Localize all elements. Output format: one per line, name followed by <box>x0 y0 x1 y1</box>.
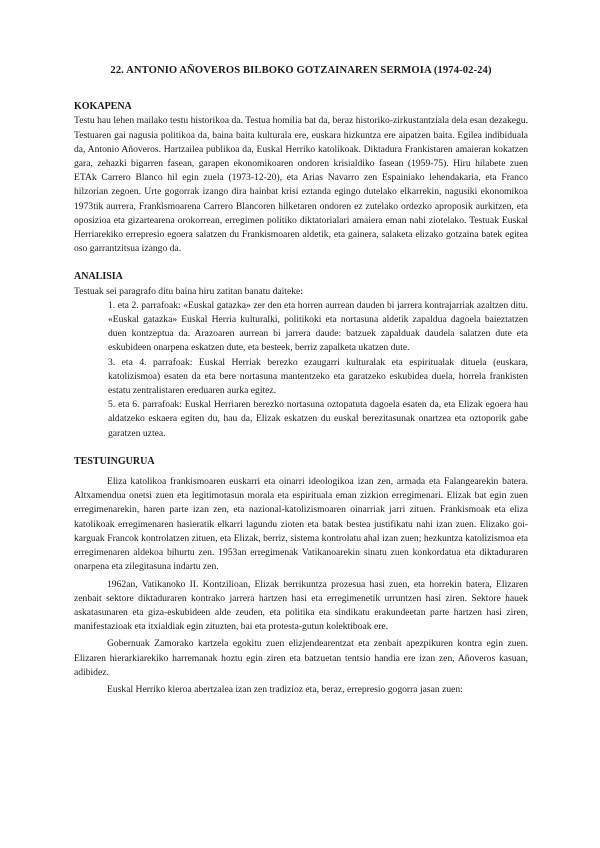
analisia-intro: Testuak sei paragrafo ditu baina hiru zatitan banatu daiteke: <box>74 285 303 297</box>
testuingurua-heading: TESTUINGURUA <box>74 455 155 467</box>
analisia-heading: ANALISIA <box>74 271 123 283</box>
document-title: 22. ANTONIO AÑOVEROS BILBOKO GOTZAINAREN SERMOIA (1974-02-24) <box>110 65 492 76</box>
analisia-section <box>74 270 528 440</box>
context-paragraph: Eliza katolikoa frankismoaren euskarri eta oinarri ideologikoa izan zen, armada eta Falangearekin batera. Altxamendua onetsi zuen eta legitimotasun morala eta espirituala eman zizkion erregimenari. Elizak bat egin zuen erregimenarekin, haren parte izan zen, eta nazional-katolizismoaren oinarriak jarri zituen. Frankismoak eta eliza katolikoak erregimenaren hasieratik elkarri lagundu zioten eta batak bestea justifikatu nahi izan zuen. Elizako goi-karguak Francok kontrolatzen zituen, eta Elizak, berriz, sistema kontrolatu ahal izan zuen; hezkuntza katolizismoa eta erregimenaren aldekoa bihurtu zen. 1953an erregimenak Vatikanoarekin sinatu zuen konkordatua eta diktaduraren onarpena eta zilegitasuna indartu zen. <box>74 476 528 573</box>
section-spacer <box>74 256 528 270</box>
list-item: 1. eta 2. parrafoak: «Euskal gatazka» zer den eta horren aurrean dauden bi jarrera kontrajarriak azaltzen ditu. «Euskal gatazka» Euskal Herria kulturalki, politikoki eta nortasuna aldetik zapalduа dagoela baieztatzen duen kontzeptua da. Arazoaren aurrean bi jarrera daude: batzuek zapalduak daudela salatzen dute eta eskubideen onarpena eskatzen dute, eta besteek, berriz zapalketa ukatzen dute. <box>108 299 528 354</box>
document-page <box>74 64 528 700</box>
analisia-list <box>74 299 528 441</box>
list-item: 5. eta 6. parrafoak: Euskal Herriaren berezko nortasuna oztopatuta dagoela esaten da, eta Elizak egoera hau aldatzeko eskaera egiten du, hau da, Elizak eskatzen du euskal berezitasunak onartzea eta oztoporik gabe garatzen uztea. <box>108 399 528 439</box>
context-paragraph: Gobernuak Zamorako kartzela egokitu zuen elizjendearentzat eta zenbait apezpikuren kontra egin zuen. Elizaren hierarkiarekiko harremanak hoztu egin ziren eta batzuetan tentsio handia ere izan zen, Añoveros kasuan, adibidez. <box>74 638 528 678</box>
testuingurua-section <box>74 455 528 697</box>
kokapena-text: Testu hau lehen mailako testu historikoa da. Testua homilia bat da, beraz historiko-zirkustantziala dela esan dezakegu. Testuaren gai nagusia politikoa da, baina baita kulturala ere, euskara hizkuntza ere aipatzen baita. Egilea indibiduala da, Antonio Añoveros. Hartzailea publikoa da, Euskal Herriko katolikoak. Diktadura Frankistaren amaieran kokatzen gara, zehazki bigarren fasean, garapen ekonomikoaren ondoren krisialdiko fasean (1959-75). Hiru hilabete zuen ETAk Carrero Blanco hil egin zuela (1973-12-20), eta Arias Navarro zen Espainiako lehendakaria, eta Franco hilzorian zegoen. Urte gogorrak izango dira hainbat krisi eztanda egingo dutelako elkarrekin, nagusiki ekonomikoa 1973tik aurrera, Frankismoarena Carrero Blancoren hilketaren ondoren ez zutelako ordezko aproposik aurkitzen, eta oposizioa eta gizartearena orokorrean, erregimen politiko diktatorialari amaiera eman nahi ziotelako. Testuak Euskal Herriarekiko errepresio egoera salatzen du Frankismoaren aldetik, eta gainera, salaketa elizako gotzaina batek egitea oso garrantzitsua izango da. <box>74 115 528 255</box>
context-paragraph: Euskal Herriko kleroa abertzalea izan zen tradizioz eta, beraz, errepresio gogorra jasan zuen: <box>107 683 463 695</box>
kokapena-heading: KOKAPENA <box>74 101 132 113</box>
section-spacer <box>74 441 528 455</box>
list-item: 3. eta 4. parrafoak: Euskal Herriak berezko ezaugarri kulturalak eta espiritualak dituela (euskara, katolizismoa) esaten da eta bere nortasuna mantentzeko eta garatzeko eskubidea duela, horrela frankisten estatu zentralistaren ereduaren aurka egitez. <box>108 356 528 397</box>
context-paragraph: 1962an, Vatikanoko II. Kontzilioan, Elizak berrikuntza prozesua hasi zuen, eta horrekin batera, Elizaren zenbait sektore diktaduraren kontrako jarrera hartzen hasi eta erregimenetik urruntzen hasi ziren. Sektore hauek askatasunaren eta giza-eskubideen alde zeuden, eta politika eta sindikatu erakundeetan parte hartzen hasi ziren, manifestazioak eta itxialdiak egin zituzten, bai eta protesta-gutun kolektiboak ere. <box>74 578 528 633</box>
kokapena-section <box>74 100 528 256</box>
